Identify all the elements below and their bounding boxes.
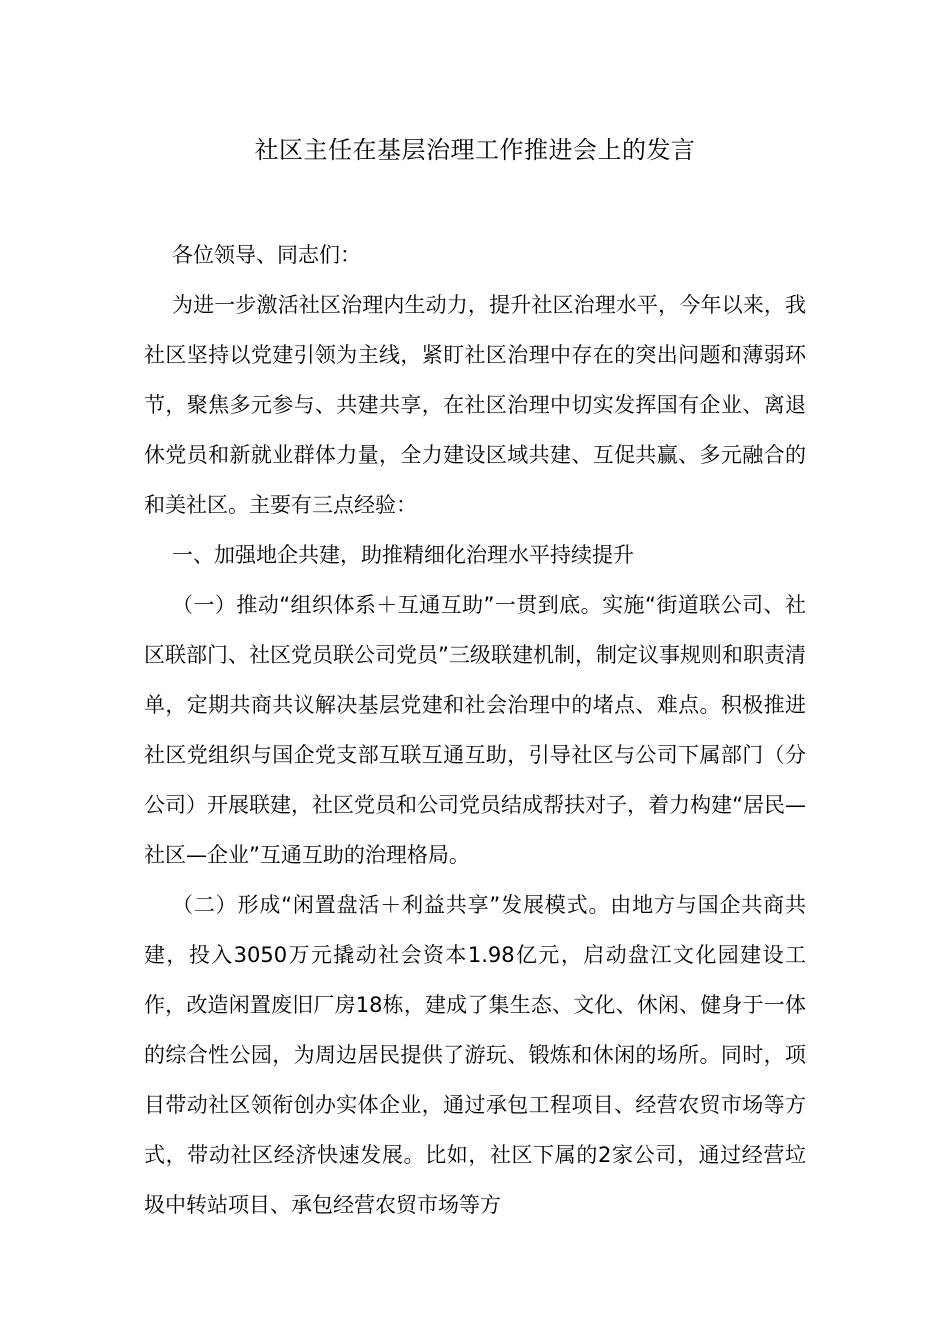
document-title: 社区主任在基层治理工作推进会上的发言 bbox=[254, 136, 696, 164]
paragraph-subsection-1: （一）推动“组织体系＋互通互助”一贯到底。实施“街道联公司、社区联部门、社区党员联公司党员”三级联建机制，制定议事规则和职责清单，定期共商共议解决基层党建和社会治理中的堵点、难点。积极推进社区党组织与国企党支部互联互通互助，引导社区与公司下属部门（分公司）开展联建，社区党员和公司党员结成帮扶对子，着力构建“居民—社区—企业”互通互助的治理格局。 bbox=[144, 593, 806, 867]
section-heading-1: 一、加强地企共建，助推精细化治理水平持续提升 bbox=[172, 543, 634, 567]
paragraph-intro: 为进一步激活社区治理内生动力，提升社区治理水平，今年以来，我社区坚持以党建引领为主线，紧盯社区治理中存在的突出问题和薄弱环节，聚焦多元参与、共建共享，在社区治理中切实发挥国有企业、离退休党员和新就业群体力量，全力建设区域共建、互促共赢、多元融合的和美社区。主要有三点经验： bbox=[144, 293, 806, 517]
document-body bbox=[144, 230, 806, 1230]
paragraph-subsection-2: （二）形成“闲置盘活＋利益共享”发展模式。由地方与国企共商共建，投入3050万元撬动社会资本1.98亿元，启动盘江文化园建设工作，改造闲置废旧厂房18栋，建成了集生态、文化、休闲、健身于一体的综合性公园，为周边居民提供了游玩、锻炼和休闲的场所。同时，项目带动社区领衔创办实体企业，通过承包工程项目、经营农贸市场等方式，带动社区经济快速发展。比如，社区下属的2家公司，通过经营垃圾中转站项目、承包经营农贸市场等方 bbox=[144, 893, 806, 1217]
salutation: 各位领导、同志们： bbox=[172, 243, 361, 267]
